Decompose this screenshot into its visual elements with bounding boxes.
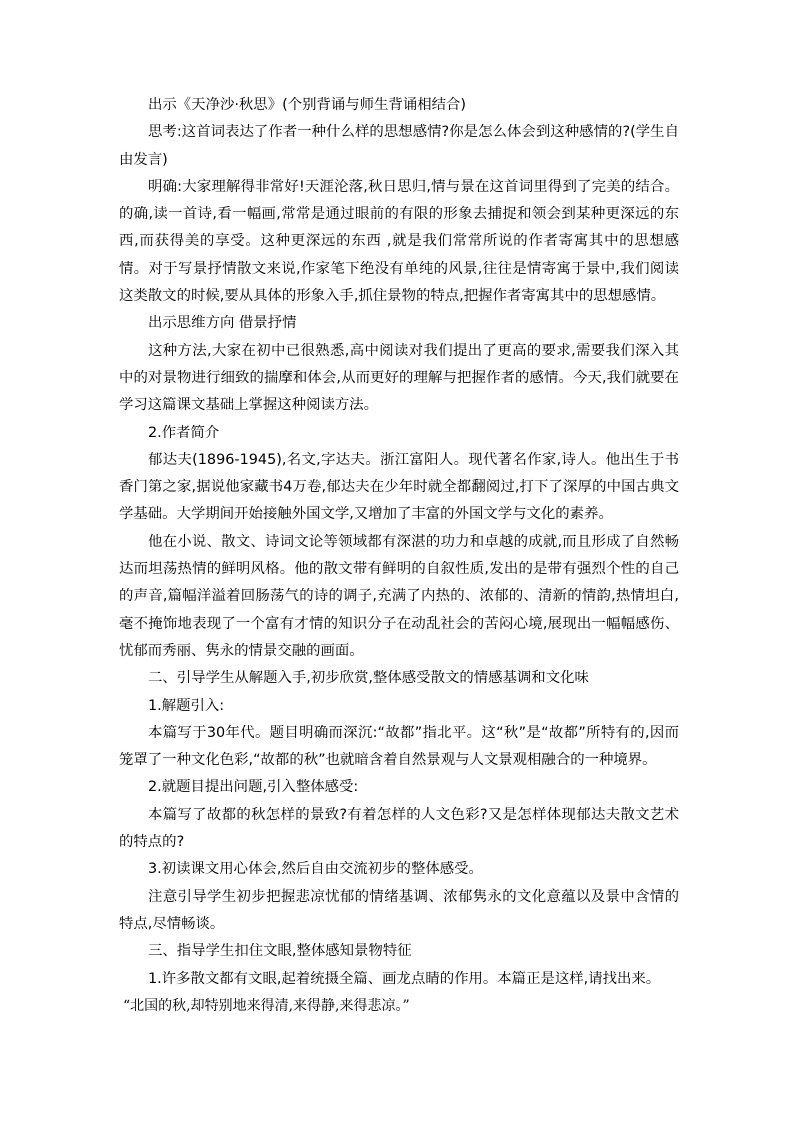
subsection-heading: 1.解题引入: [148, 697, 225, 714]
paragraph: 本篇写了故都的秋怎样的景致?有着怎样的人文色彩?又是怎样体现郁达夫散文艺术的特点的? [119, 806, 679, 851]
paragraph: 1.许多散文都有文眼,起着统摄全篇、画龙点睛的作用。本篇正是这样,请找出来。 [148, 970, 661, 987]
paragraph: 出示《天净沙·秋思》(个别背诵与师生背诵相结合) [148, 97, 467, 113]
section-heading: 二、引导学生从解题入手,初步欣赏,整体感受散文的情感基调和文化味 [148, 670, 589, 687]
paragraph: 郁达夫(1896-1945),名文,字达夫。浙江富阳人。现代著名作家,诗人。他出生于书香门第之家,据说他家藏书4万卷,郁达夫在少年时就全都翻阅过,打下了深厚的中国古典文学基础。大学期间开始接触外国文学,又增加了丰富的外国文学与文化的素养。 [119, 451, 679, 523]
subsection-heading: 3.初读课文用心体会,然后自由交流初步的整体感受。 [148, 861, 483, 878]
paragraph: 他在小说、散文、诗词文论等领域都有深湛的功力和卓越的成就,而且形成了自然畅达而坦荡热情的鲜明风格。他的散文带有鲜明的自叙性质,发出的是带有强烈个性的自己的声音,篇幅洋溢着回肠荡气的诗的调子,充满了内热的、浓郁的、清新的情韵,热情坦白,毫不掩饰地表现了一个富有才情的知识分子在动乱社会的苦闷心境,展现出一幅幅感伤、忧郁而秀丽、隽永的情景交融的画面。 [119, 533, 679, 659]
section-heading: 2.作者简介 [148, 424, 220, 441]
section-heading: 三、指导学生扣住文眼,整体感知景物特征 [148, 943, 412, 960]
paragraph: 出示思维方向 借景抒情 [148, 315, 297, 332]
paragraph: 思考:这首词表达了作者一种什么样的思想感情?你是怎么体会到这种感情的?(学生自由发言) [119, 124, 679, 168]
paragraph: 明确:大家理解得非常好!天涯沦落,秋日思归,情与景在这首词里得到了完美的结合。的确,读一首诗,看一幅画,常常是通过眼前的有限的形象去捕捉和领会到某种更深远的东西,而获得美的享受。这种更深远的东西 ,就是我们常常所说的作者寄寓其中的思想感情。对于写景抒情散文来说,作家笔下绝没有单纯的风景,往往是情寄寓于景中,我们阅读这类散文的时候,要从具体的形象入手,抓住景物的特点,把握作者寄寓其中的思想感情。 [119, 178, 679, 305]
paragraph: 注意引导学生初步把握悲凉忧郁的情绪基调、浓郁隽永的文化意蕴以及景中含情的特点,尽情畅谈。 [119, 888, 679, 932]
paragraph: 本篇写于30年代。题目明确而深沉:“故都”指北平。这“秋”是“故都”所特有的,因而笼罩了一种文化色彩,“故都的秋”也就暗含着自然景观与人文景观相融合的一种境界。 [119, 724, 679, 769]
subsection-heading: 2.就题目提出问题,引入整体感受: [148, 779, 359, 796]
paragraph: 这种方法,大家在初中已很熟悉,高中阅读对我们提出了更高的要求,需要我们深入其中的对景物进行细致的揣摩和体会,从而更好的理解与把握作者的感情。今天,我们就要在学习这篇课文基础上掌握这种阅读方法。 [119, 342, 679, 414]
quote-line: “北国的秋,却特别地来得清,来得静,来得悲凉。” [123, 997, 410, 1014]
document-body [119, 92, 679, 1020]
